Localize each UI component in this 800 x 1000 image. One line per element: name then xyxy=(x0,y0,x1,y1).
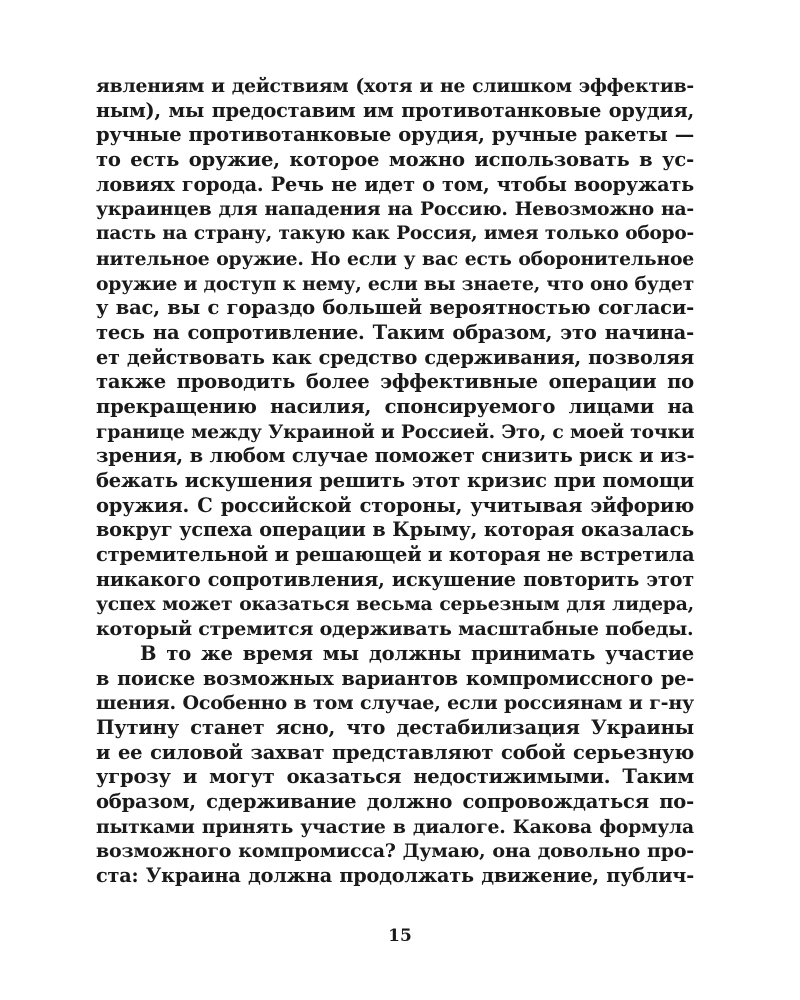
text-line: пытками принять участие в диалоге. Какова формула xyxy=(96,815,694,838)
text-line: у вас, вы с гораздо большей вероятностью согласи- xyxy=(96,296,694,320)
text-line: то есть оружие, которое можно использовать в ус- xyxy=(96,148,694,172)
text-line: украинцев для нападения на Россию. Невозможно на- xyxy=(96,198,694,221)
text-line: ловиях города. Речь не идет о том, чтобы вооружать xyxy=(96,172,694,196)
text-line: пасть на страну, такую как Россия, имея только оборо- xyxy=(96,223,694,245)
text-line: ста: Украина должна продолжать движение, публич- xyxy=(96,864,694,887)
text-line: возможного компромисса? Думаю, она довольно про- xyxy=(96,840,694,863)
text-line: который стремится одерживать масштабные победы. xyxy=(96,618,694,641)
text-line: Путину станет ясно, что дестабилизация Украины xyxy=(96,715,694,739)
text-line: бежать искушения решить этот кризис при помощи xyxy=(96,469,694,492)
text-line: оружие и доступ к нему, если вы знаете, что оно будет xyxy=(96,272,695,295)
text-line: прекращению насилия, спонсируемого лицами на xyxy=(96,394,694,418)
text-line: шения. Особенно в том случае, если россиянам и г-ну xyxy=(96,692,694,715)
body-text xyxy=(96,74,694,889)
text-line: явлениям и действиям (хотя и не слишком эффектив- xyxy=(96,75,694,97)
text-line: в поиске возможных вариантов компромиссного ре- xyxy=(96,666,694,690)
text-line: никакого сопротивления, искушение повторить этот xyxy=(96,567,694,591)
text-line: ным), мы предоставим им противотанковые орудия, xyxy=(96,98,694,122)
text-line: образом, сдерживание должно сопровождаться по- xyxy=(96,789,694,813)
text-line: зрения, в любом случае поможет снизить риск и из- xyxy=(96,444,695,468)
text-line: успех может оказаться весьма серьезным для лидера, xyxy=(96,593,694,616)
text-line: угрозу и могут оказаться недостижимыми. Таким xyxy=(96,765,694,789)
text-line: и ее силовой захват представляют собой серьезную xyxy=(96,740,694,764)
text-line: ручные противотанковые орудия, ручные ракеты — xyxy=(96,123,694,147)
text-line: границе между Украиной и Россией. Это, с моей точки xyxy=(96,420,695,443)
text-line: оружия. С российской стороны, учитывая эйфорию xyxy=(96,493,694,517)
text-line: тесь на сопротивление. Таким образом, это начина- xyxy=(96,320,694,344)
text-line: ет действовать как средство сдерживания, позволяя xyxy=(96,345,694,369)
text-line: также проводить более эффективные операции по xyxy=(96,370,694,394)
text-line: вокруг успеха операции в Крыму, которая оказалась xyxy=(96,518,694,542)
paragraph-first-line: В то же время мы должны принимать участие xyxy=(140,641,694,665)
text-line: стремительной и решающей и которая не встретила xyxy=(96,543,695,567)
text-line: нительное оружие. Но если у вас есть оборонительное xyxy=(96,247,694,270)
page-number: 15 xyxy=(388,926,412,946)
